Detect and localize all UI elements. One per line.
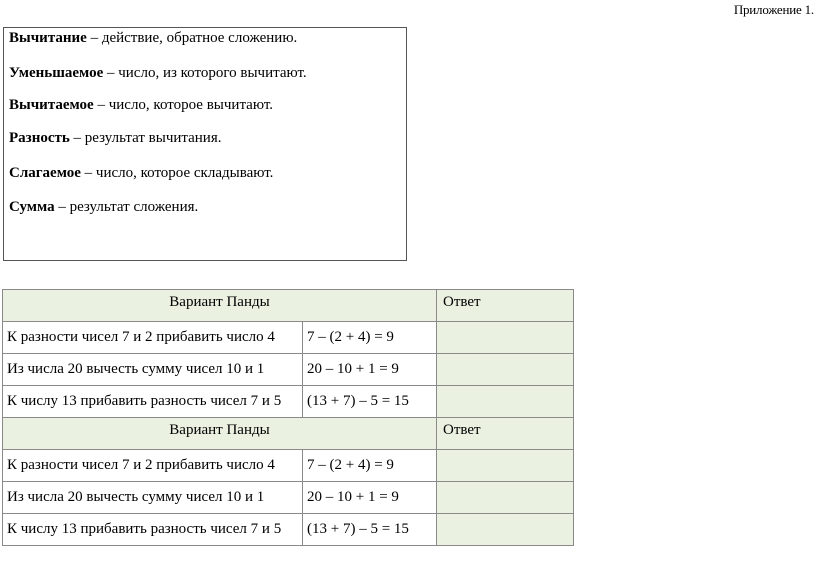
definition-term: Вычитание	[9, 30, 87, 46]
task-cell: К числу 13 прибавить разность чисел 7 и 5	[3, 386, 303, 418]
task-cell: Из числа 20 вычесть сумму чисел 10 и 1	[3, 354, 303, 386]
definition-term: Сумма	[9, 199, 55, 215]
definition-text: – число, которое вычитают.	[93, 97, 274, 113]
table-row	[3, 354, 574, 386]
definition-text: – результат сложения.	[54, 199, 199, 215]
definition-line	[9, 199, 198, 216]
expression-cell: (13 + 7) – 5 = 15	[303, 514, 437, 546]
appendix-label: Приложение 1.	[733, 2, 814, 17]
definition-line	[9, 30, 297, 47]
definition-line	[9, 97, 273, 114]
expression-cell: (13 + 7) – 5 = 15	[303, 386, 437, 418]
table-row	[3, 386, 574, 418]
definition-text: – результат вычитания.	[69, 130, 222, 146]
definition-line	[9, 130, 222, 147]
table-row	[3, 450, 574, 482]
table-row	[3, 322, 574, 354]
answer-cell[interactable]	[437, 450, 574, 482]
definitions-box	[3, 27, 407, 261]
task-cell: К числу 13 прибавить разность чисел 7 и 5	[3, 514, 303, 546]
answer-cell[interactable]	[437, 354, 574, 386]
expression-cell: 20 – 10 + 1 = 9	[303, 482, 437, 514]
variant-header: Вариант Панды	[3, 290, 437, 322]
definition-term: Слагаемое	[9, 165, 81, 181]
table-row	[3, 482, 574, 514]
task-cell: К разности чисел 7 и 2 прибавить число 4	[3, 322, 303, 354]
table-row	[3, 514, 574, 546]
definition-term: Вычитаемое	[9, 97, 94, 113]
answer-header: Ответ	[437, 418, 574, 450]
definition-line	[9, 165, 273, 182]
answer-cell[interactable]	[437, 482, 574, 514]
expression-cell: 20 – 10 + 1 = 9	[303, 354, 437, 386]
table-header-row	[3, 290, 574, 322]
table-header-row	[3, 418, 574, 450]
definition-text: – число, из которого вычитают.	[103, 65, 307, 81]
task-cell: К разности чисел 7 и 2 прибавить число 4	[3, 450, 303, 482]
answer-cell[interactable]	[437, 386, 574, 418]
definition-text: – число, которое складывают.	[80, 165, 274, 181]
answer-cell[interactable]	[437, 514, 574, 546]
task-cell: Из числа 20 вычесть сумму чисел 10 и 1	[3, 482, 303, 514]
definition-text: – действие, обратное сложению.	[86, 30, 298, 46]
answer-header: Ответ	[437, 290, 574, 322]
answer-cell[interactable]	[437, 322, 574, 354]
variant-header: Вариант Панды	[3, 418, 437, 450]
definition-line	[9, 65, 307, 82]
expression-cell: 7 – (2 + 4) = 9	[303, 322, 437, 354]
definition-term: Уменьшаемое	[9, 65, 104, 81]
definition-term: Разность	[9, 130, 70, 146]
expression-cell: 7 – (2 + 4) = 9	[303, 450, 437, 482]
tasks-table	[2, 289, 574, 546]
